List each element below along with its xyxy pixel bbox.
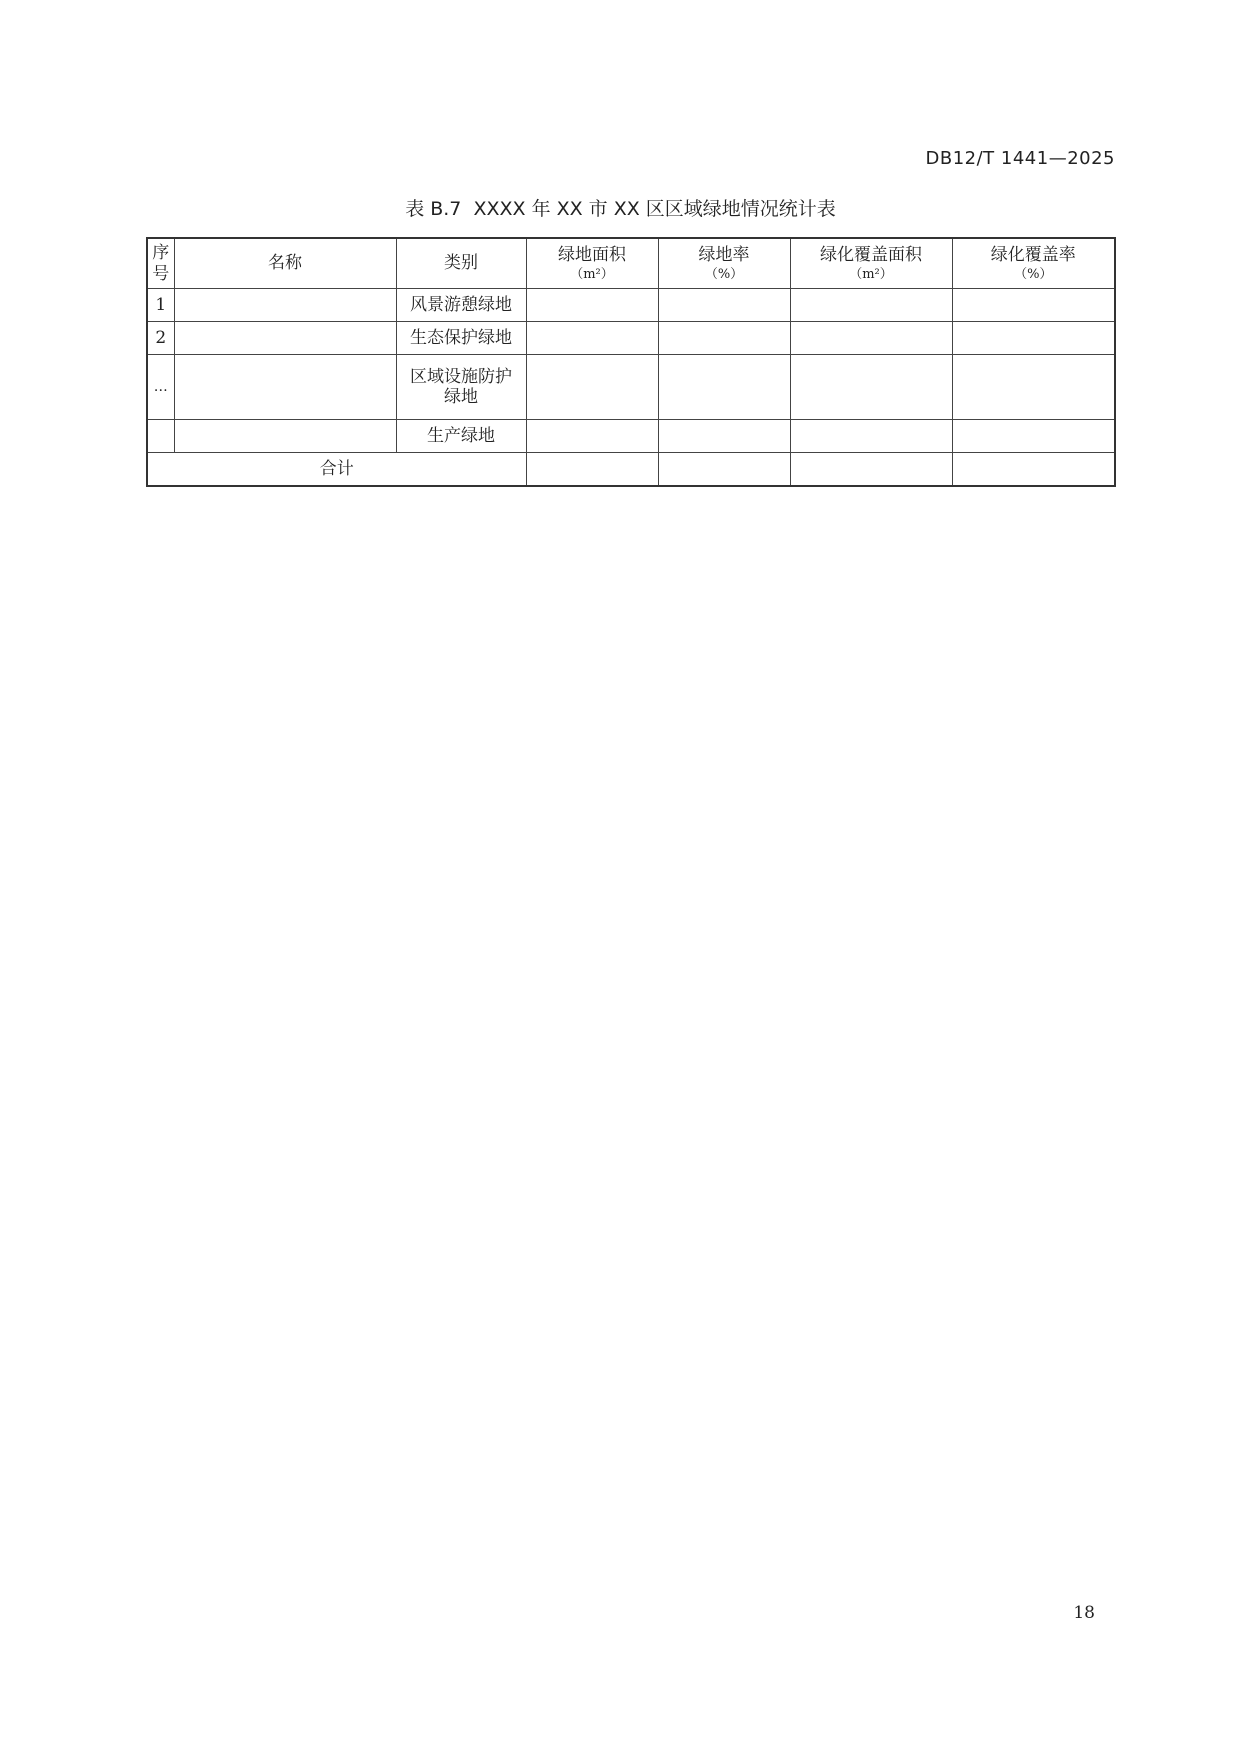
green-space-statistics-table <box>146 237 1116 487</box>
row-name-cell <box>174 355 396 420</box>
total-label-cell: 合计 <box>147 453 526 487</box>
column-header-cover-area-label: 绿化覆盖面积 <box>820 244 922 265</box>
row-cover-area-cell <box>790 420 952 453</box>
total-green-rate-cell <box>658 453 790 487</box>
row-cover-rate-cell <box>952 420 1115 453</box>
table-total-row <box>147 453 1115 487</box>
column-header-category: 类别 <box>396 238 526 289</box>
row-name-cell <box>174 420 396 453</box>
row-green-rate-cell <box>658 355 790 420</box>
row-name-cell <box>174 289 396 322</box>
table-title: 表 B.7 XXXX 年 XX 市 XX 区区域绿地情况统计表 <box>405 198 836 220</box>
row-green-rate-cell <box>658 289 790 322</box>
row-category-cell: 生产绿地 <box>396 420 526 453</box>
row-category-cell: 区域设施防护 绿地 <box>396 355 526 420</box>
table-row <box>147 355 1115 420</box>
column-header-green-rate-label: 绿地率 <box>698 244 750 265</box>
column-header-green-rate <box>658 238 790 289</box>
row-green-rate-cell <box>658 420 790 453</box>
row-green-area-cell <box>526 420 658 453</box>
total-green-area-cell <box>526 453 658 487</box>
row-category-cell: 生态保护绿地 <box>396 322 526 355</box>
column-header-cover-rate <box>952 238 1115 289</box>
row-seq-cell: 1 <box>147 289 174 322</box>
column-header-green-area-unit: （m²） <box>570 266 614 282</box>
column-header-cover-area <box>790 238 952 289</box>
column-header-cover-rate-label: 绿化覆盖率 <box>990 244 1076 265</box>
row-seq-cell: 2 <box>147 322 174 355</box>
row-seq-cell: … <box>147 355 174 420</box>
column-header-cover-area-unit: （m²） <box>849 266 893 282</box>
row-green-area-cell <box>526 322 658 355</box>
column-header-name: 名称 <box>174 238 396 289</box>
column-header-green-area <box>526 238 658 289</box>
row-cover-rate-cell <box>952 322 1115 355</box>
row-name-cell <box>174 322 396 355</box>
column-header-cover-rate-unit: （%） <box>1014 266 1053 282</box>
total-cover-rate-cell <box>952 453 1115 487</box>
total-cover-area-cell <box>790 453 952 487</box>
page-number: 18 <box>1073 1603 1095 1623</box>
column-header-green-area-label: 绿地面积 <box>558 244 626 265</box>
table-row <box>147 420 1115 453</box>
table-row <box>147 289 1115 322</box>
row-green-area-cell <box>526 355 658 420</box>
column-header-green-rate-unit: （%） <box>704 266 744 282</box>
row-cover-area-cell <box>790 322 952 355</box>
row-cover-area-cell <box>790 355 952 420</box>
row-category-cell: 风景游憩绿地 <box>396 289 526 322</box>
row-green-area-cell <box>526 289 658 322</box>
document-code: DB12/T 1441—2025 <box>925 148 1115 169</box>
row-cover-rate-cell <box>952 289 1115 322</box>
row-cover-area-cell <box>790 289 952 322</box>
table-row <box>147 322 1115 355</box>
column-header-seq: 序 号 <box>147 238 174 289</box>
row-green-rate-cell <box>658 322 790 355</box>
row-seq-cell <box>147 420 174 453</box>
row-cover-rate-cell <box>952 355 1115 420</box>
table-header-row <box>147 238 1115 289</box>
